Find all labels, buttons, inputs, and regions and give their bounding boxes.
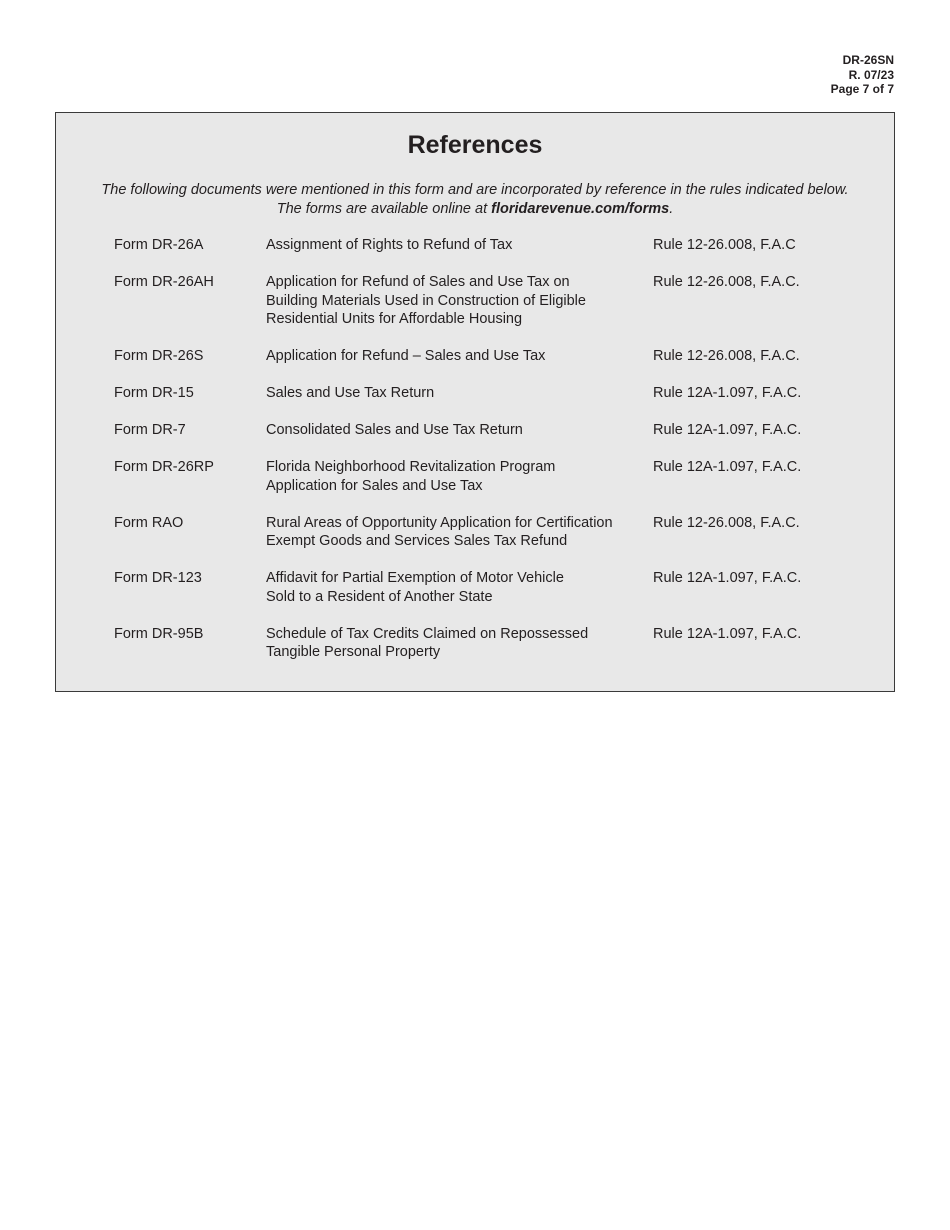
forms-link[interactable]: floridarevenue.com/forms bbox=[491, 201, 670, 217]
reference-description-line: Assignment of Rights to Refund of Tax bbox=[266, 237, 513, 253]
reference-rule: Rule 12A-1.097, F.A.C. bbox=[653, 422, 802, 438]
reference-description-line: Consolidated Sales and Use Tax Return bbox=[266, 422, 523, 438]
reference-description bbox=[266, 514, 653, 551]
reference-description-line: Application for Refund – Sales and Use Tax bbox=[266, 348, 546, 364]
reference-row bbox=[114, 458, 874, 495]
reference-form-number: Form DR-26S bbox=[114, 348, 204, 364]
intro-line-1: The following documents were mentioned in this form and are incorporated by reference in the rules indicated below. bbox=[101, 182, 849, 198]
reference-form-number: Form DR-15 bbox=[114, 385, 194, 401]
page-number: Page 7 of 7 bbox=[830, 82, 894, 96]
reference-description-line: Schedule of Tax Credits Claimed on Repossessed bbox=[266, 625, 589, 642]
reference-description bbox=[266, 384, 653, 403]
form-header-meta bbox=[831, 53, 894, 97]
intro-line-2 bbox=[56, 200, 894, 219]
reference-row bbox=[114, 421, 874, 440]
reference-form-number: Form DR-26AH bbox=[114, 274, 214, 290]
reference-row bbox=[114, 625, 874, 662]
reference-row bbox=[114, 236, 874, 255]
reference-form-number: Form DR-7 bbox=[114, 422, 186, 438]
reference-description-line: Sales and Use Tax Return bbox=[266, 385, 435, 401]
reference-description bbox=[266, 347, 653, 366]
reference-row bbox=[114, 384, 874, 403]
reference-description-line: Application for Sales and Use Tax bbox=[266, 477, 483, 494]
reference-description bbox=[266, 236, 653, 255]
reference-rule: Rule 12A-1.097, F.A.C. bbox=[653, 625, 802, 642]
references-title: References bbox=[407, 131, 543, 159]
reference-rule: Rule 12-26.008, F.A.C bbox=[653, 237, 796, 253]
reference-row bbox=[114, 347, 874, 366]
intro-prefix: The forms are available online at bbox=[276, 201, 492, 217]
reference-description bbox=[266, 569, 653, 606]
reference-description bbox=[266, 458, 653, 495]
reference-form-number: Form DR-26A bbox=[114, 237, 204, 253]
reference-row bbox=[114, 273, 874, 329]
reference-rule: Rule 12-26.008, F.A.C. bbox=[653, 348, 800, 364]
reference-description-line: Exempt Goods and Services Sales Tax Refund bbox=[266, 533, 568, 549]
reference-description-line: Rural Areas of Opportunity Application for Certification bbox=[266, 514, 613, 531]
reference-description-line: Florida Neighborhood Revitalization Program bbox=[266, 459, 556, 475]
references-box bbox=[55, 112, 895, 692]
reference-row bbox=[114, 514, 874, 551]
reference-rule: Rule 12A-1.097, F.A.C. bbox=[653, 385, 802, 401]
reference-description-line: Affidavit for Partial Exemption of Motor Vehicle bbox=[266, 570, 564, 586]
form-revision: R. 07/23 bbox=[848, 67, 894, 82]
reference-form-number: Form DR-95B bbox=[114, 625, 204, 642]
reference-rule: Rule 12A-1.097, F.A.C. bbox=[653, 570, 802, 586]
reference-form-number: Form DR-26RP bbox=[114, 459, 214, 475]
reference-description-line: Tangible Personal Property bbox=[266, 644, 441, 660]
reference-rule: Rule 12-26.008, F.A.C. bbox=[653, 274, 800, 290]
reference-description bbox=[266, 625, 653, 662]
reference-description-line: Sold to a Resident of Another State bbox=[266, 588, 493, 605]
reference-row bbox=[114, 569, 874, 606]
references-list bbox=[114, 236, 874, 680]
intro-suffix: . bbox=[669, 201, 674, 217]
reference-description-line: Building Materials Used in Construction of Eligible bbox=[266, 292, 586, 309]
reference-description bbox=[266, 421, 653, 440]
reference-form-number: Form DR-123 bbox=[114, 570, 202, 586]
form-id: DR-26SN bbox=[842, 53, 894, 67]
reference-form-number: Form RAO bbox=[114, 514, 184, 531]
references-intro bbox=[56, 181, 894, 219]
reference-description-line: Application for Refund of Sales and Use Tax on bbox=[266, 274, 570, 290]
reference-rule: Rule 12A-1.097, F.A.C. bbox=[653, 459, 802, 475]
reference-description bbox=[266, 273, 653, 329]
reference-description-line: Residential Units for Affordable Housing bbox=[266, 311, 523, 327]
reference-rule: Rule 12-26.008, F.A.C. bbox=[653, 514, 800, 531]
